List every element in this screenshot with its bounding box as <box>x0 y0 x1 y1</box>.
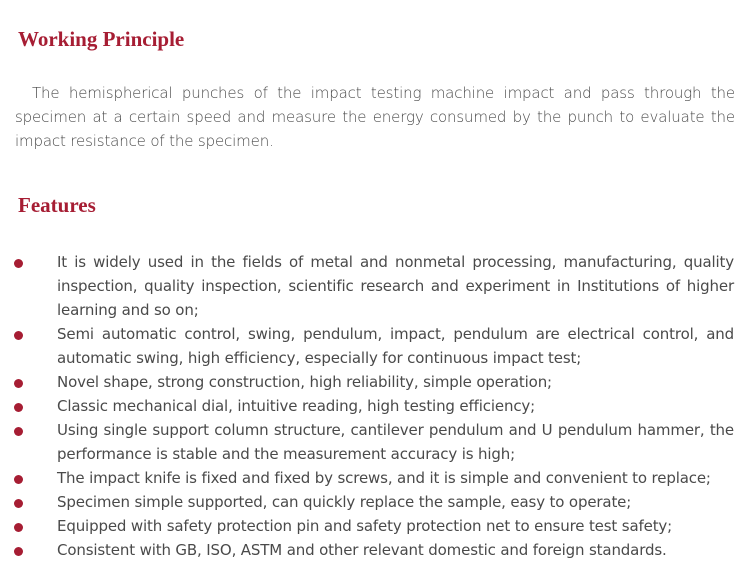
features-heading: Features <box>18 193 96 217</box>
bullet-dot-icon <box>14 475 23 484</box>
working-principle-heading: Working Principle <box>18 27 185 51</box>
bullet-dot-icon <box>14 427 23 436</box>
bullet-dot-icon <box>14 379 23 388</box>
feature-item <box>0 466 734 490</box>
feature-text: Specimen simple supported, can quickly replace the sample, easy to operate; <box>57 493 632 511</box>
feature-item <box>0 538 734 562</box>
bullet-dot-icon <box>14 523 23 532</box>
feature-item <box>0 370 734 394</box>
feature-item <box>0 490 734 514</box>
feature-text: Consistent with GB, ISO, ASTM and other relevant domestic and foreign standards. <box>57 541 667 559</box>
feature-text: Novel shape, strong construction, high reliability, simple operation; <box>57 373 552 391</box>
working-principle-text: The hemispherical punches of the impact testing machine impact and pass through the specimen at a certain speed and measure the energy consumed by the punch to evaluate the impact resistance of the specimen. <box>15 84 735 150</box>
feature-text: Classic mechanical dial, intuitive reading, high testing efficiency; <box>57 397 536 415</box>
feature-text: Equipped with safety protection pin and safety protection net to ensure test safety; <box>57 517 673 535</box>
bullet-dot-icon <box>14 403 23 412</box>
feature-text: The impact knife is fixed and fixed by screws, and it is simple and convenient to replace; <box>57 469 711 487</box>
bullet-dot-icon <box>14 547 23 556</box>
bullet-dot-icon <box>14 331 23 340</box>
features-list <box>0 250 750 562</box>
bullet-dot-icon <box>14 259 23 268</box>
feature-text: It is widely used in the fields of metal and nonmetal processing, manufacturing, quality inspection, quality inspection, scientific research and experiment in Institutions of higher learning and so on; <box>57 253 734 319</box>
feature-item <box>0 250 734 322</box>
feature-item <box>0 514 734 538</box>
bullet-dot-icon <box>14 499 23 508</box>
feature-text: Using single support column structure, cantilever pendulum and U pendulum hammer, the performance is stable and the measurement accuracy is high; <box>57 421 734 463</box>
feature-item <box>0 322 734 370</box>
feature-item <box>0 394 734 418</box>
feature-text: Semi automatic control, swing, pendulum, impact, pendulum are electrical control, and automatic swing, high efficiency, especially for continuous impact test; <box>57 325 734 367</box>
feature-item <box>0 418 734 466</box>
